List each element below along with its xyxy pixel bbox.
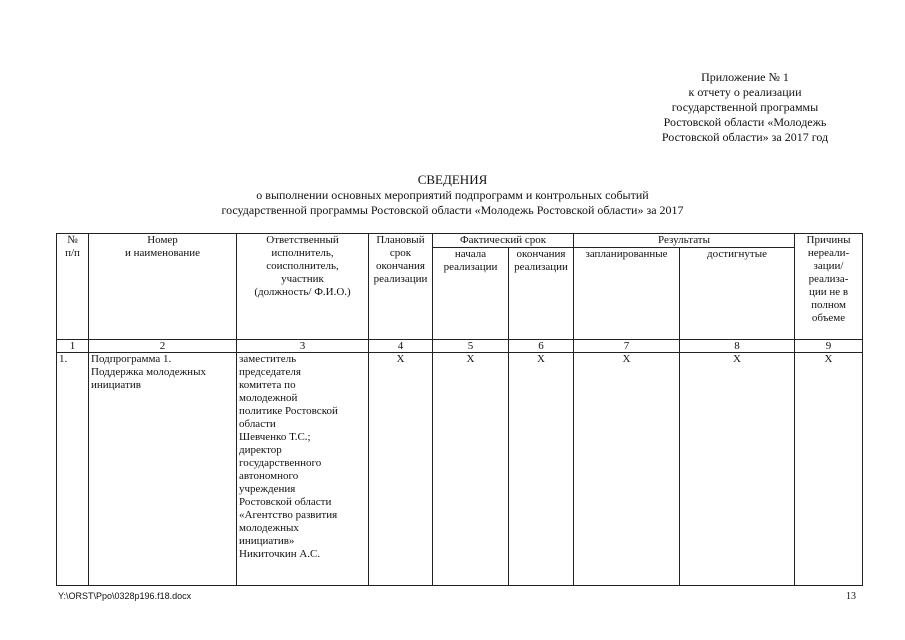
document-heading — [0, 172, 905, 218]
column-number: 9 — [795, 340, 863, 353]
events-table — [56, 233, 863, 586]
appendix-line: Приложение № 1 — [701, 70, 789, 84]
row-planned: Х — [369, 353, 433, 586]
row-results-achieved: Х — [680, 353, 795, 586]
header-planned-deadline: Плановый срок окончания реализации — [369, 234, 433, 340]
appendix-line: к отчету о реализации — [688, 85, 802, 99]
document-title: СВЕДЕНИЯ — [417, 172, 488, 187]
header-name: Номер и наименование — [89, 234, 237, 340]
document-subtitle-line1: о выполнении основных мероприятий подпрограмм и контрольных событий — [256, 188, 649, 202]
column-number: 3 — [237, 340, 369, 353]
row-actual-start: Х — [433, 353, 509, 586]
document-subtitle-line2: государственной программы Ростовской области «Молодежь Ростовской области» за 2017 — [221, 203, 684, 217]
appendix-line: Ростовской области» за 2017 год — [661, 130, 829, 144]
row-name: Подпрограмма 1. Поддержка молодежных инициатив — [89, 353, 237, 586]
header-responsible: Ответственный исполнитель, соисполнитель, участник (должность/ Ф.И.О.) — [237, 234, 369, 340]
appendix-block — [610, 70, 880, 145]
column-number: 5 — [433, 340, 509, 353]
column-number: 8 — [680, 340, 795, 353]
header-num: № п/п — [57, 234, 89, 340]
appendix-line: государственной программы — [671, 100, 819, 114]
header-results-achieved: достигнутые — [680, 248, 795, 340]
column-number: 6 — [509, 340, 574, 353]
header-actual-end: окончания реализации — [509, 248, 574, 340]
appendix-line: Ростовской области «Молодежь — [663, 115, 827, 129]
header-results-group: Результаты — [574, 234, 795, 248]
header-results-planned: запланированные — [574, 248, 680, 340]
row-actual-end: Х — [509, 353, 574, 586]
table-row — [57, 353, 863, 586]
column-number: 2 — [89, 340, 237, 353]
footer-page-number: 13 — [846, 591, 856, 602]
column-number: 4 — [369, 340, 433, 353]
column-number-row — [57, 340, 863, 353]
column-number: 1 — [57, 340, 89, 353]
row-num: 1. — [57, 353, 89, 586]
row-responsible: заместитель председателя комитета по молодежной политике Ростовской области Шевченко Т.С.; директор государственного автономного учреждения Ростовской области «Агентство развития молодежных инициатив» Никиточкин А.С. — [237, 353, 369, 586]
header-actual-group: Фактический срок — [433, 234, 574, 248]
row-reasons: Х — [795, 353, 863, 586]
header-actual-start: начала реализации — [433, 248, 509, 340]
row-results-planned: Х — [574, 353, 680, 586]
header-reasons: Причины нереали- зации/ реализа- ции не в полном объеме — [795, 234, 863, 340]
footer-file-path: Y:\ORST\Ppo\0328p196.f18.docx — [58, 591, 192, 601]
column-number: 7 — [574, 340, 680, 353]
